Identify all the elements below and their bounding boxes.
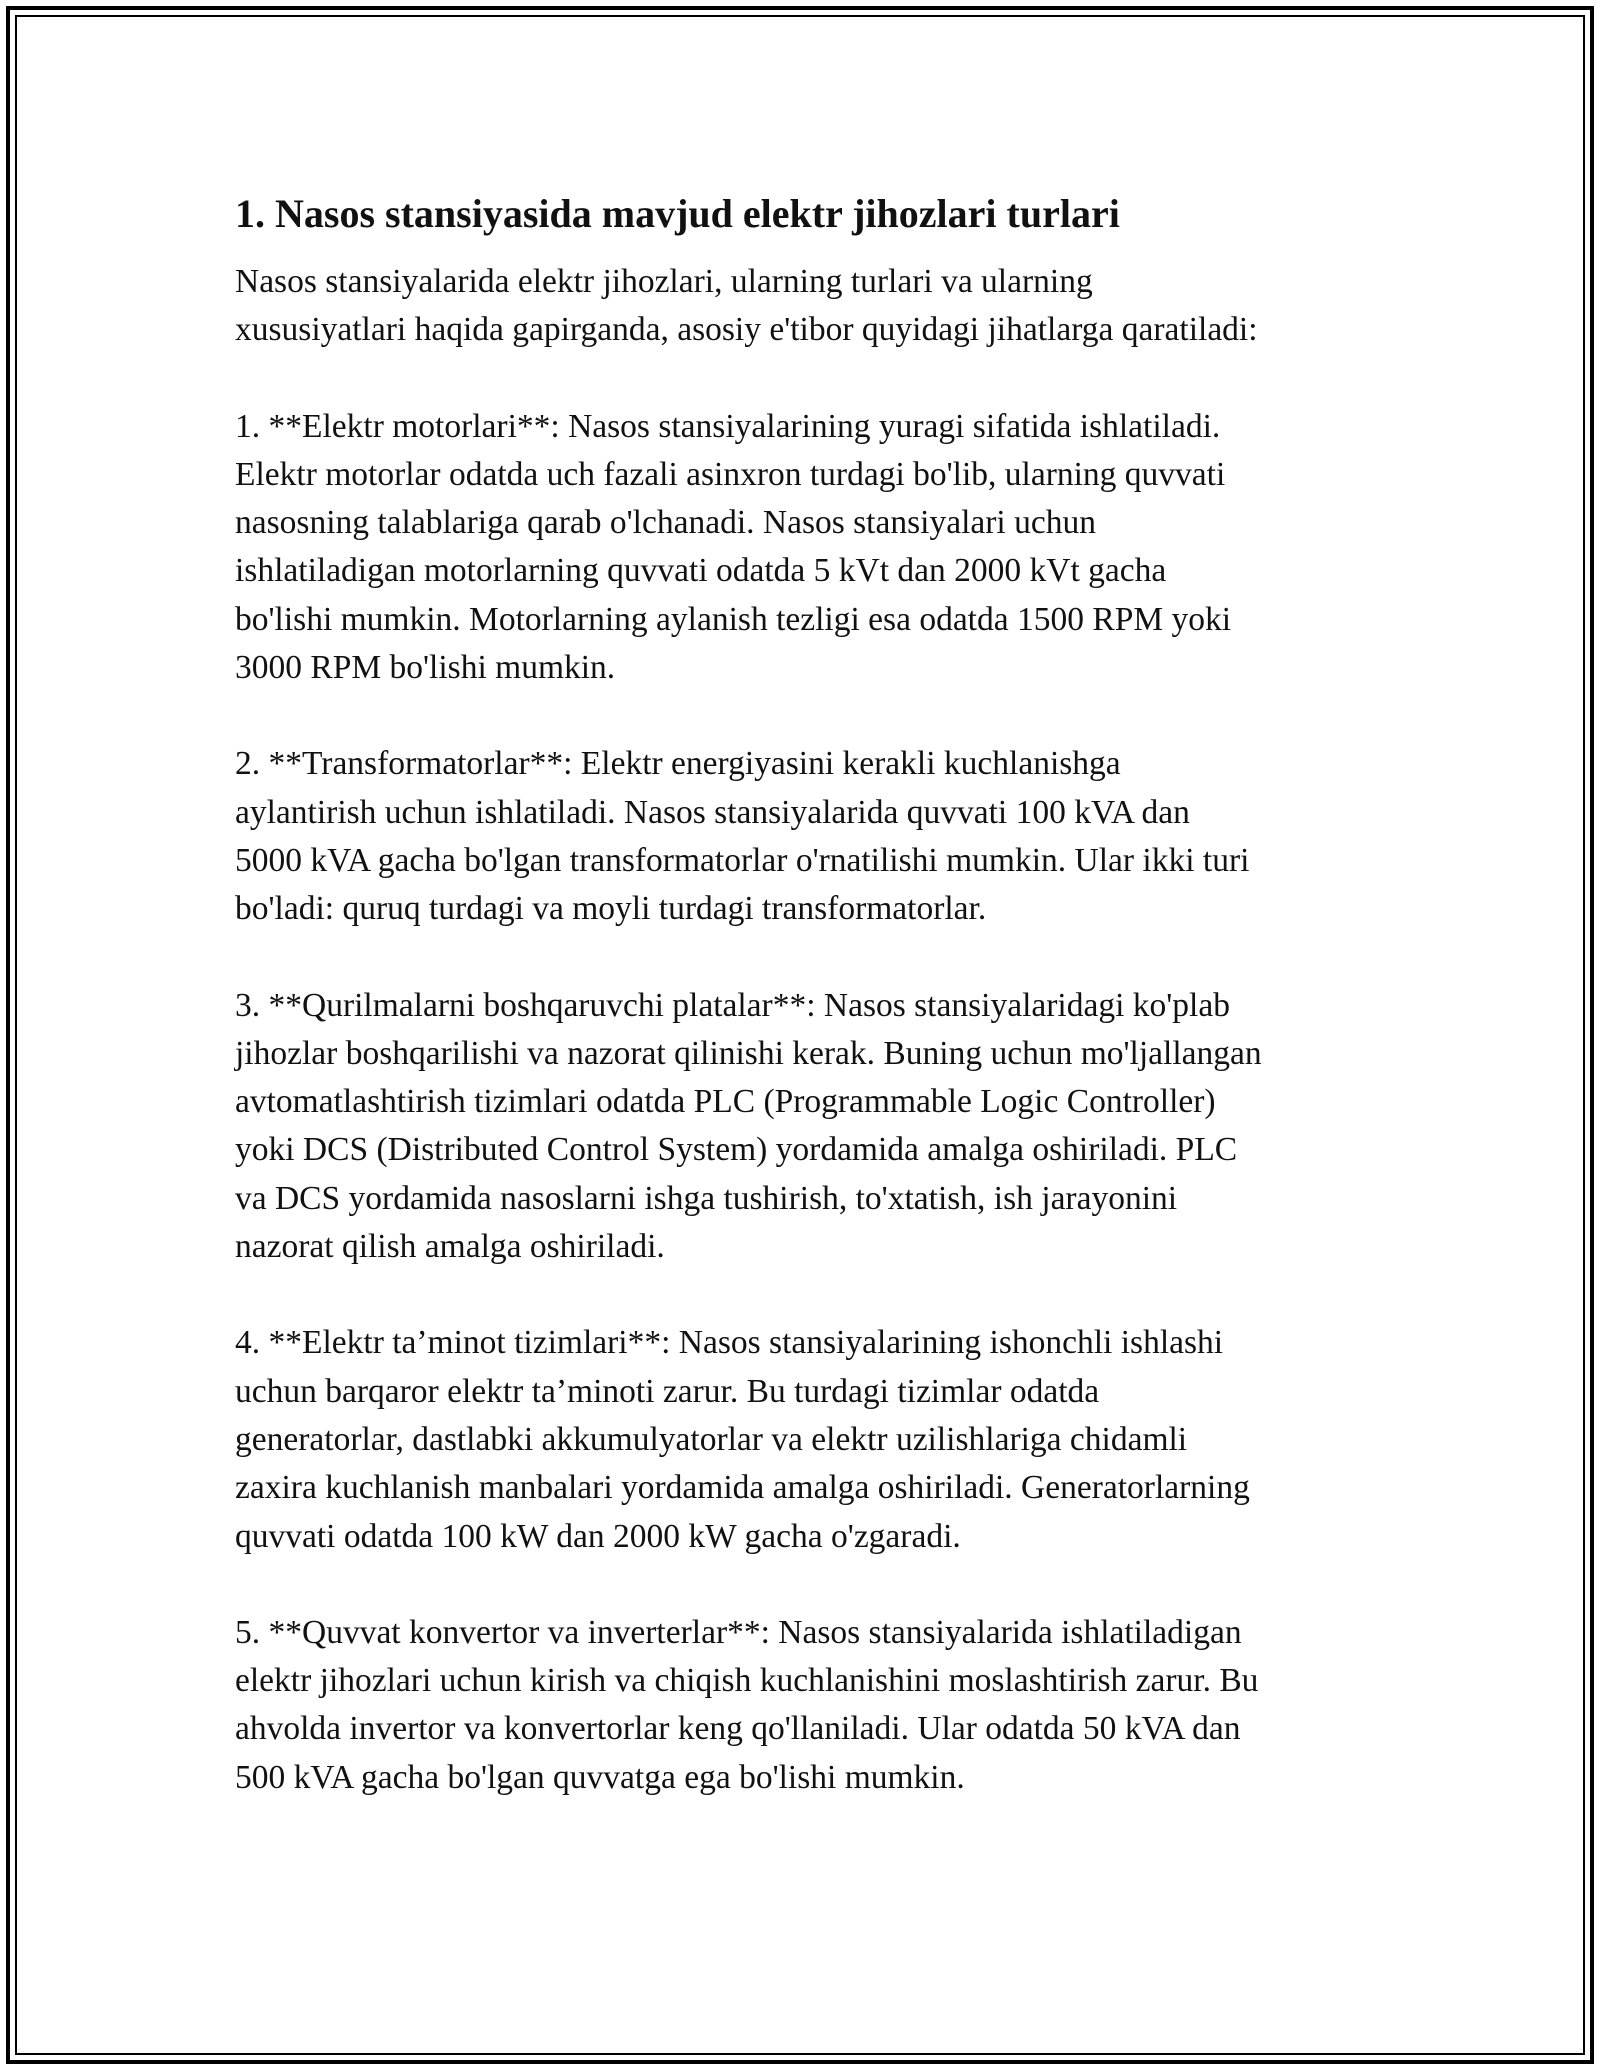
paragraph-line: nasosning talablariga qarab o'lchanadi. Nasos stansiyalari uchun: [235, 504, 1096, 542]
page-title: 1. Nasos stansiyasida mavjud elektr jihozlari turlari: [235, 191, 1120, 236]
paragraph-line: 4. **Elektr ta’minot tizimlari**: Nasos stansiyalarining ishonchli ishlashi: [235, 1324, 1224, 1362]
paragraph-line: ahvolda invertor va konvertorlar keng qo'llaniladi. Ular odatda 50 kVA dan: [235, 1710, 1241, 1748]
paragraph-line: aylantirish uchun ishlatiladi. Nasos stansiyalarida quvvati 100 kVA dan: [235, 793, 1190, 831]
paragraph-line: Nasos stansiyalarida elektr jihozlari, ularning turlari va ularning: [235, 263, 1093, 300]
paragraph-line: uchun barqaror elektr ta’minoti zarur. Bu turdagi tizimlar odatda: [235, 1372, 1100, 1410]
paragraph-line: 500 kVA gacha bo'lgan quvvatga ega bo'lishi mumkin.: [235, 1758, 965, 1796]
paragraph-line: 5. **Quvvat konvertor va inverterlar**: Nasos stansiyalarida ishlatiladigan: [235, 1613, 1242, 1651]
paragraph-line: zaxira kuchlanish manbalari yordamida amalga oshiriladi. Generatorlarning: [235, 1469, 1250, 1507]
paragraph-line: xususiyatlari haqida gapirganda, asosiy e'tibor quyidagi jihatlarga qaratiladi:: [235, 311, 1258, 349]
paragraph-line: quvvati odatda 100 kW dan 2000 kW gacha o'zgaradi.: [235, 1517, 961, 1555]
section-transformers: [235, 740, 1375, 933]
paragraph-line: bo'ladi: quruq turdagi va moyli turdagi transformatorlar.: [235, 890, 987, 928]
paragraph-line: 3000 RPM bo'lishi mumkin.: [235, 649, 616, 687]
section-converters-inverters: [235, 1609, 1375, 1802]
paragraph-line: avtomatlashtirish tizimlari odatda PLC (Programmable Logic Controller): [235, 1083, 1216, 1121]
section-power-supply: [235, 1319, 1375, 1560]
paragraph-line: 2. **Transformatorlar**: Elektr energiyasini kerakli kuchlanishga: [235, 745, 1121, 783]
section-control-boards: [235, 982, 1375, 1272]
section-electric-motors: [235, 403, 1375, 693]
paragraph-line: yoki DCS (Distributed Control System) yordamida amalga oshiriladi. PLC: [235, 1131, 1238, 1169]
paragraph-line: generatorlar, dastlabki akkumulyatorlar va elektr uzilishlariga chidamli: [235, 1420, 1188, 1458]
paragraph-line: jihozlar boshqarilishi va nazorat qilinishi kerak. Buning uchun mo'ljallangan: [235, 1034, 1262, 1072]
paragraph-line: 3. **Qurilmalarni boshqaruvchi platalar**: Nasos stansiyalaridagi ko'plab: [235, 986, 1230, 1024]
paragraph-line: 5000 kVA gacha bo'lgan transformatorlar o'rnatilishi mumkin. Ular ikki turi: [235, 841, 1250, 879]
intro-paragraph: [235, 258, 1375, 355]
paragraph-line: 1. **Elektr motorlari**: Nasos stansiyalarining yuragi sifatida ishlatiladi.: [235, 407, 1221, 445]
paragraph-line: elektr jihozlari uchun kirish va chiqish kuchlanishini moslashtirish zarur. Bu: [235, 1662, 1259, 1700]
paragraph-line: ishlatiladigan motorlarning quvvati odatda 5 kVt dan 2000 kVt gacha: [235, 552, 1167, 590]
document-body: [235, 188, 1375, 1850]
paragraph-line: nazorat qilish amalga oshiriladi.: [235, 1228, 665, 1266]
paragraph-line: bo'lishi mumkin. Motorlarning aylanish tezligi esa odatda 1500 RPM yoki: [235, 600, 1232, 638]
paragraph-line: Elektr motorlar odatda uch fazali asinxron turdagi bo'lib, ularning quvvati: [235, 455, 1226, 493]
paragraph-line: va DCS yordamida nasoslarni ishga tushirish, to'xtatish, ish jarayonini: [235, 1179, 1178, 1217]
